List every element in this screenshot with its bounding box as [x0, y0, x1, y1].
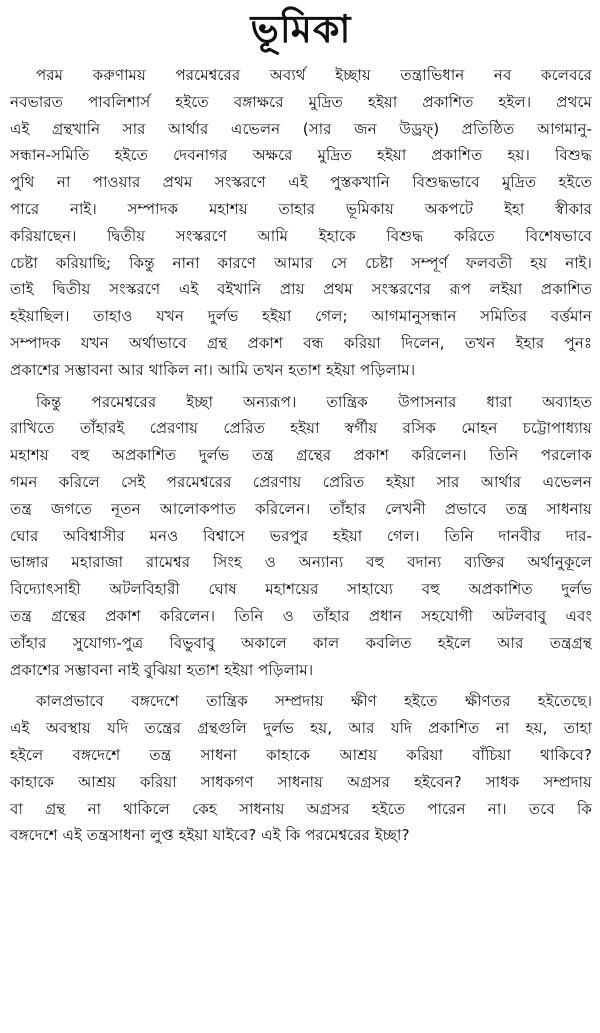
text-line: মহাশয় বহু অপ্রকাশিত দুর্লভ তন্ত্র গ্রন্থের প্রকাশ করিলেন। তিনি পরলোক: [10, 446, 592, 465]
text-line: বা গ্রন্থ না থাকিলে কেহ সাধনায় অগ্রসর হইতে পারেন না। তবে কি: [10, 799, 592, 818]
text-line: এই অবস্থায় যদি তন্ত্রের গ্রন্থগুলি দুর্লভ হয়, আর যদি প্রকাশিত না হয়, তাহা: [10, 719, 592, 738]
text-line: তাঁহার সুযোগ্য-পুত্র বিভুবাবু অকালে কাল কবলিত হইলে আর তন্ত্রগ্রন্থ: [10, 633, 592, 652]
text-line: তন্ত্র গ্রন্থের প্রকাশ করিলেন। তিনি ও তাঁহার প্রধান সহযোগী অটলবাবু এবং: [10, 606, 592, 625]
text-line: পুথি না পাওয়ার প্রথম সংস্করণে এই পুস্তকখানি বিশুদ্ধভাবে মুদ্রিত হইতে: [10, 173, 592, 192]
text-line: নবভারত পাবলিশার্স হইতে বঙ্গাক্ষরে মুদ্রিত হইয়া প্রকাশিত হইল। প্রথমে: [10, 92, 592, 111]
text-line: করিয়াছেন। দ্বিতীয় সংস্করণে আমি ইহাকে বিশুদ্ধ করিতে বিশেষভাবে: [10, 226, 592, 245]
text-line: এই গ্রন্থখানি সার আর্থার এভেলন (সার জন উড্রফ্) প্রতিষ্ঠিত আগমানু-: [10, 119, 592, 138]
paragraph: [10, 62, 592, 384]
text-line: হইলে বঙ্গদেশে তন্ত্র সাধনা কাহাকে আশ্রয় করিয়া বাঁচিয়া থাকিবে?: [10, 745, 592, 764]
text-line: তন্ত্র জগতে নূতন আলোকপাত করিলেন। তাঁহার লেখনী প্রভাবে তন্ত্র সাধনায়: [10, 499, 592, 518]
text-line: বিদ্যোৎসাহী অটলবিহারী ঘোষ মহাশয়ের সাহায্যে বহু অপ্রকাশিত দুর্লভ: [10, 580, 592, 599]
paragraph: [10, 688, 592, 849]
text-line: সম্পাদক যখন অর্থাভাবে গ্রন্থ প্রকাশ বন্ধ করিয়া দিলেন, তখন ইহার পুনঃ: [10, 333, 592, 352]
page-title: ভূমিকা: [250, 6, 352, 51]
text-line: কাহাকে আশ্রয় করিয়া সাধকগণ সাধনায় অগ্রসর হইবেন? সাধক সম্প্রদায়: [10, 772, 592, 791]
text-line: চেষ্টা করিয়াছি; কিন্তু নানা কারণে আমার সে চেষ্টা সম্পূর্ণ ফলবতী হয় নাই।: [10, 253, 592, 272]
text-line: বঙ্গদেশে এই তন্ত্রসাধনা লুপ্ত হইয়া যাইবে? এই কি পরমেশ্বরের ইচ্ছা?: [10, 826, 410, 845]
text-line: কালপ্রভাবে বঙ্গদেশে তান্ত্রিক সম্প্রদায় ক্ষীণ হইতে ক্ষীণতর হইতেছে।: [36, 692, 592, 711]
text-line: কিন্তু পরমেশ্বরের ইচ্ছা অন্যরূপ। তান্ত্রিক উপাসনার ধারা অব্যাহত: [36, 392, 592, 411]
paragraph: [10, 389, 592, 684]
text-line: প্রকাশের সম্ভাবনা আর থাকিল না। আমি তখন হতাশ হইয়া পড়িলাম।: [10, 360, 416, 379]
document-body: [10, 62, 592, 849]
text-line: ঘোর অবিশ্বাসীর মনও বিশ্বাসে ভরপুর হইয়া গেল। তিনি দানবীর দার-: [10, 526, 592, 545]
text-line: পরম করুণাময় পরমেশ্বরের অব্যর্থ ইচ্ছায় তন্ত্রাভিধান নব কলেবরে: [36, 66, 592, 84]
text-line: পারে নাই। সম্পাদক মহাশয় তাহার ভূমিকায় অকপটে ইহা স্বীকার: [10, 199, 592, 218]
text-line: হইয়াছিল। তাহাও যখন দুর্লভ হইয়া গেল; আগমানুসন্ধান সমিতির বর্ত্তমান: [10, 307, 592, 326]
text-line: রাখিতে তাঁহারই প্রেরণায় প্রেরিত হইয়া স্বর্গীয় রসিক মোহন চট্টোপাধ্যায়: [10, 419, 592, 438]
text-line: ভাঙ্গার মহারাজা রামেশ্বর সিংহ ও অন্যান্য বহু বদান্য ব্যক্তির অর্থানুকূলে: [10, 553, 592, 572]
text-line: তাই দ্বিতীয় সংস্করণে এই বইখানি প্রায় প্রথম সংস্করণের রূপ লইয়া প্রকাশিত: [10, 280, 592, 299]
text-line: গমন করিলে সেই পরমেশ্বরের প্রেরণায় প্রেরিত হইয়া সার আর্থার এভেলন: [10, 472, 592, 491]
text-line: প্রকাশের সম্ভাবনা নাই বুঝিয়া হতাশ হইয়া পড়িলাম।: [10, 660, 314, 679]
text-line: সন্ধান-সমিতি হইতে দেবনাগর অক্ষরে মুদ্রিত হইয়া প্রকাশিত হয়। বিশুদ্ধ: [10, 146, 592, 165]
